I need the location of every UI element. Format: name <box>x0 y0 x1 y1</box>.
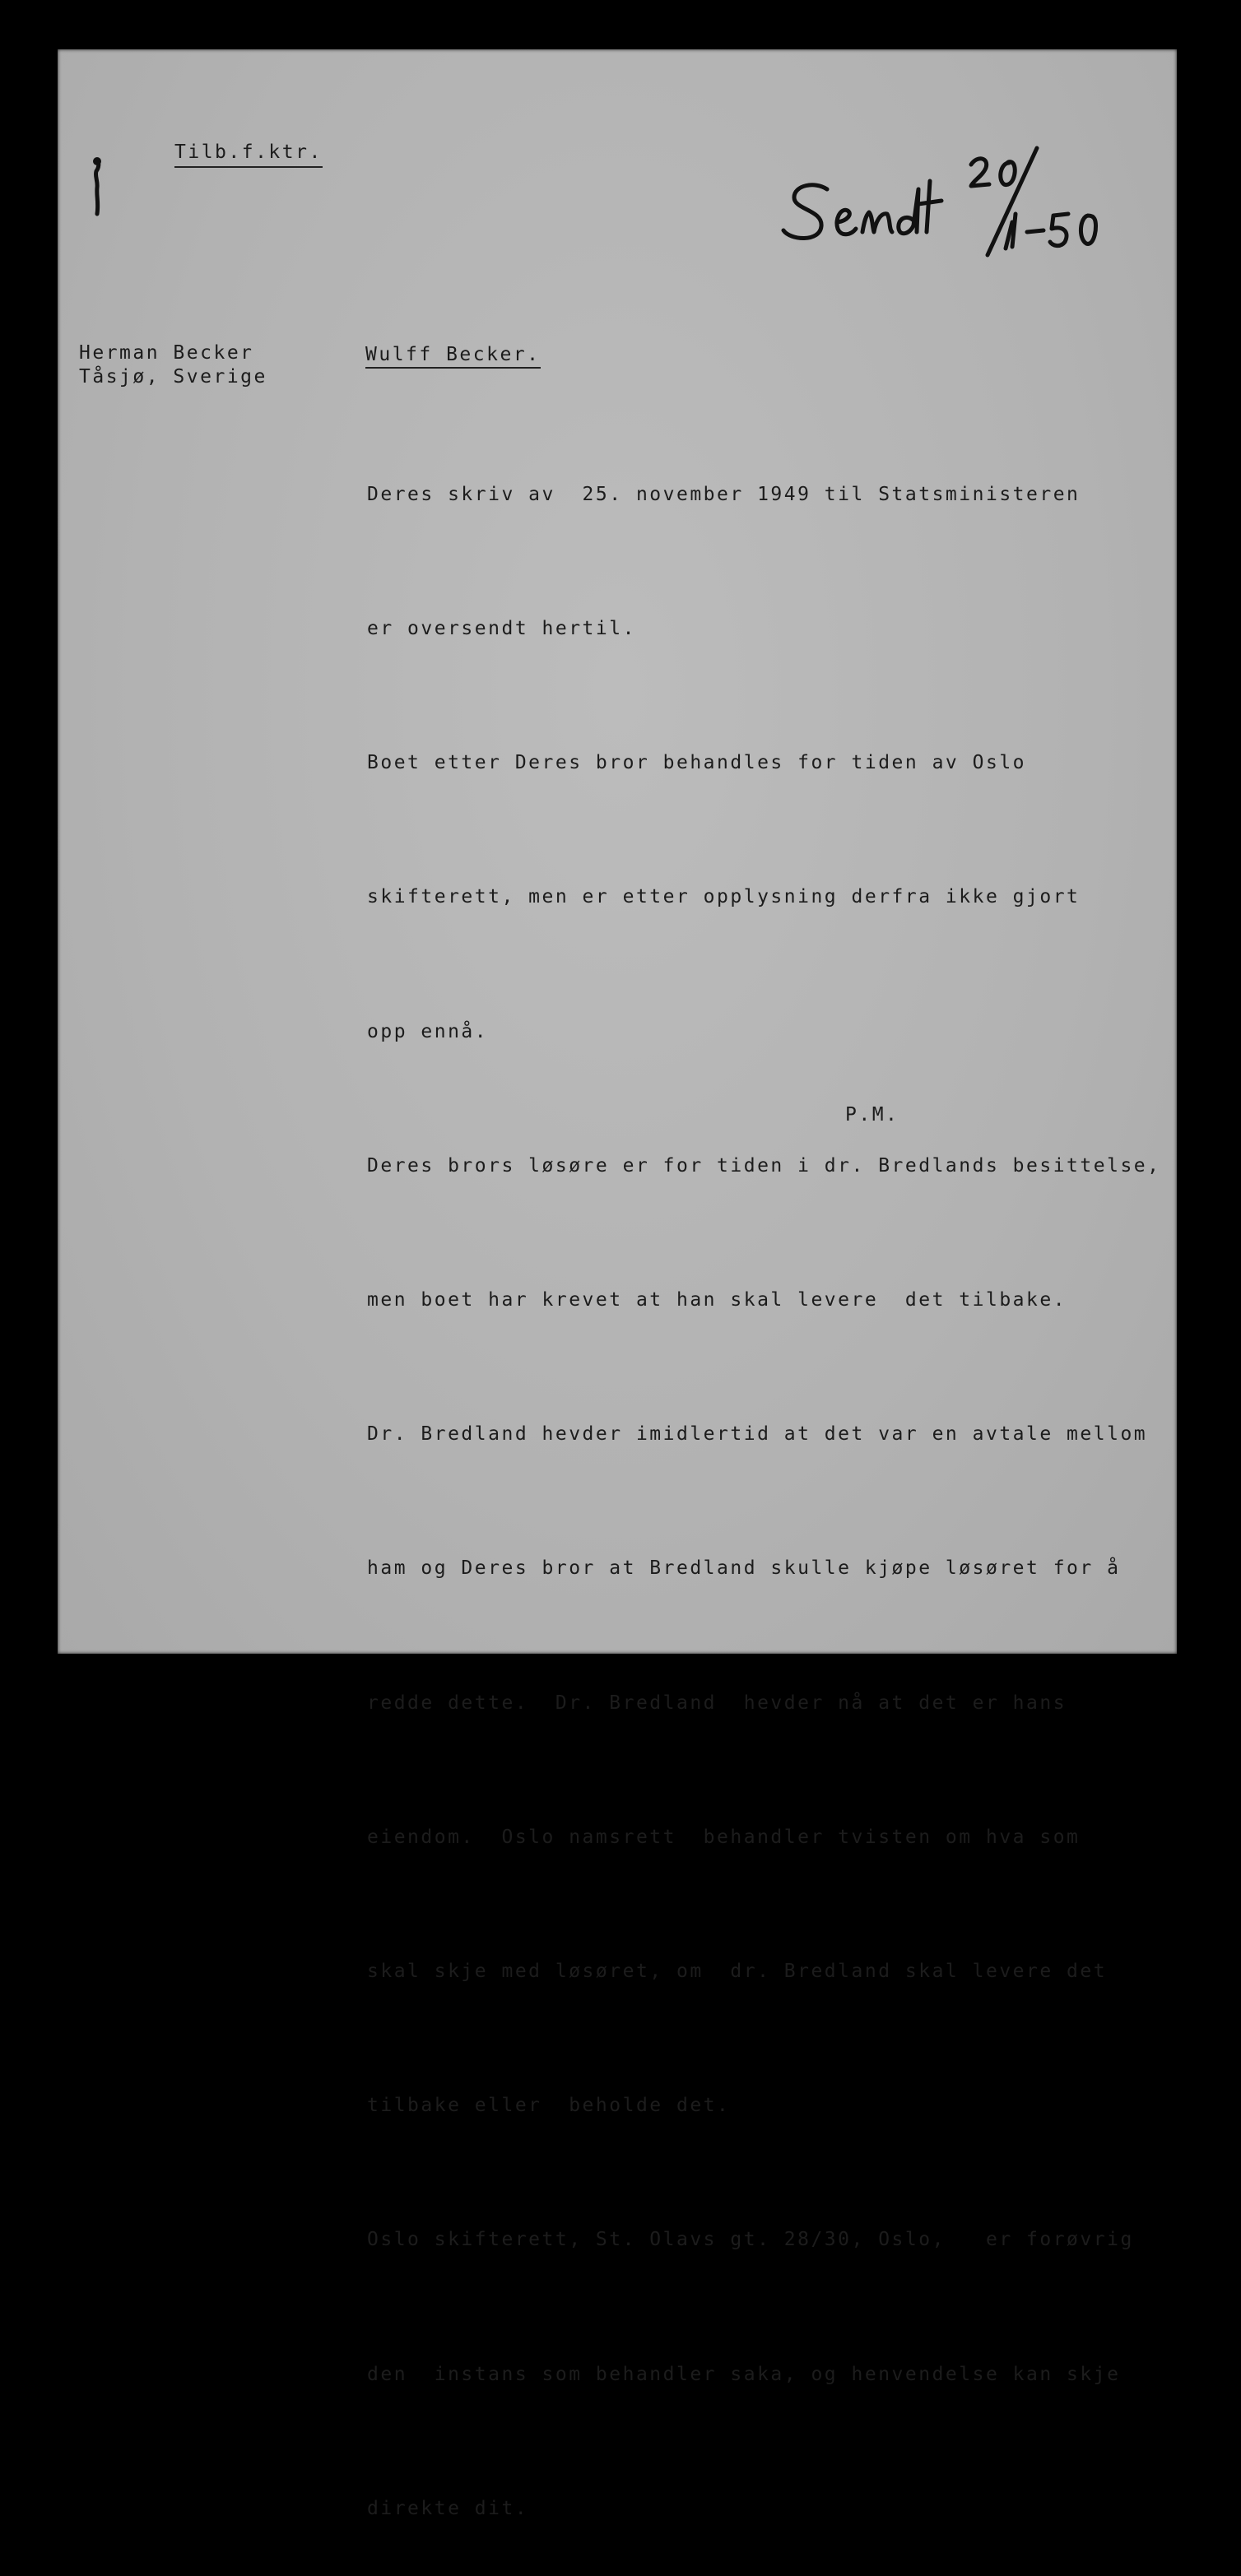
body-line: den instans som behandler saka, og henvendelse kan skje <box>367 2363 1121 2385</box>
body-line: tilbake eller beholde det. <box>367 2095 731 2117</box>
letter-body <box>367 383 1160 2576</box>
body-line: eiendom. Oslo namsrett behandler tvisten om hva som <box>367 1826 1081 1848</box>
handwritten-sent-note <box>765 140 1152 263</box>
body-line: Deres skriv av 25. november 1949 til Statsministeren <box>367 483 1081 505</box>
ink-mark <box>89 156 105 222</box>
body-line: men boet har krevet at han skal levere det tilbake. <box>367 1289 1067 1311</box>
body-line: Boet etter Deres bror behandles for tiden av Oslo <box>367 752 1027 774</box>
body-line: Oslo skifterett, St. Olavs gt. 28/30, Oslo, er forøvrig <box>367 2229 1134 2251</box>
body-line: Deres brors løsøre er for tiden i dr. Bredlands besittelse, <box>367 1154 1161 1177</box>
subject-heading: Wulff Becker. <box>365 344 541 369</box>
body-line: direkte dit. <box>367 2497 529 2519</box>
signature-initials: P.M. <box>845 1104 899 1126</box>
body-line: redde dette. Dr. Bredland hevder nå at det er hans <box>367 1692 1067 1714</box>
recipient-name: Herman Becker <box>79 342 254 364</box>
recipient-location: Tåsjø, Sverige <box>79 366 267 388</box>
body-line: skal skje med løsøret, om dr. Bredland skal levere det <box>367 1961 1108 1983</box>
body-line: ham og Deres bror at Bredland skulle kjøpe løsøret for å <box>367 1557 1121 1580</box>
body-line: skifterett, men er etter opplysning derfra ikke gjort <box>367 886 1081 908</box>
body-line: Dr. Bredland hevder imidlertid at det var en avtale mellom <box>367 1423 1148 1446</box>
recipient-address <box>79 341 267 389</box>
body-line: er oversendt hertil. <box>367 618 636 640</box>
body-line: opp ennå. <box>367 1020 489 1042</box>
reference-code: Tilb.f.ktr. <box>174 142 323 168</box>
